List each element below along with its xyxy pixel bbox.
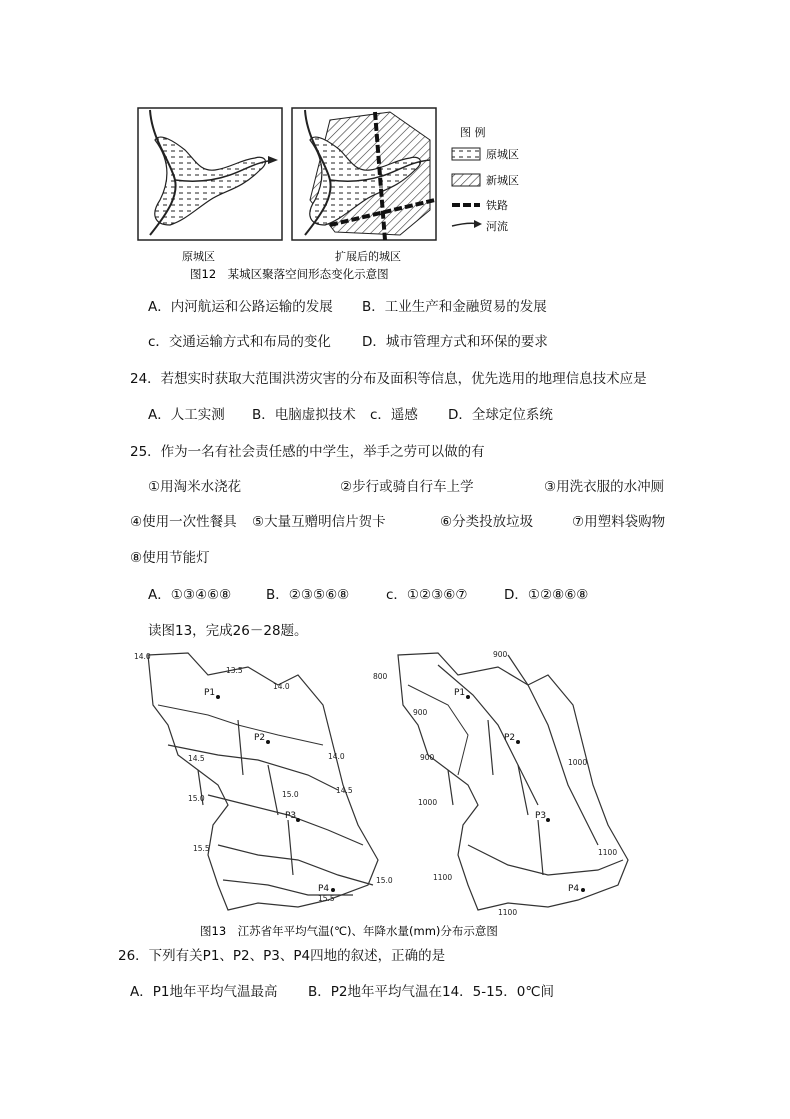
original-city-map — [138, 108, 282, 240]
temp-labels — [134, 652, 393, 903]
svg-text:P4: P4 — [318, 884, 330, 894]
svg-text:900: 900 — [493, 650, 508, 659]
svg-text:15.0: 15.0 — [282, 790, 299, 799]
svg-text:P4: P4 — [568, 884, 580, 894]
svg-text:800: 800 — [373, 672, 388, 681]
svg-text:1100: 1100 — [598, 848, 618, 857]
legend-original: 原城区 — [486, 148, 519, 161]
q23-option-a: A．内河航运和公路运输的发展 — [148, 299, 333, 315]
legend-title: 图 例 — [460, 126, 486, 139]
svg-text:14.0: 14.0 — [328, 752, 345, 761]
svg-text:14.5: 14.5 — [188, 754, 205, 763]
q25-item-4: ④使用一次性餐具 — [130, 514, 237, 530]
svg-text:1000: 1000 — [568, 758, 588, 767]
legend-railway: 铁路 — [486, 199, 508, 212]
q25-stem: 25．作为一名有社会责任感的中学生，举手之劳可以做的有 — [130, 444, 485, 460]
svg-text:P2: P2 — [254, 733, 266, 743]
q23-option-b: B．工业生产和金融贸易的发展 — [362, 299, 547, 315]
svg-text:1100: 1100 — [433, 873, 453, 882]
temp-points — [204, 688, 335, 894]
svg-text:P2: P2 — [504, 733, 516, 743]
svg-text:P3: P3 — [285, 811, 297, 821]
q25-item-8: ⑧使用节能灯 — [130, 550, 210, 566]
svg-text:1000: 1000 — [418, 798, 438, 807]
svg-text:900: 900 — [413, 708, 428, 717]
q25-option-b: B．②③⑤⑥⑧ — [266, 587, 350, 603]
fig12-caption: 图12 某城区聚落空间形态变化示意图 — [190, 267, 389, 281]
q25-item-1: ①用淘米水浇花 — [148, 479, 242, 495]
q25-option-c: c．①②③⑥⑦ — [386, 587, 468, 603]
q26-option-b: B．P2地年平均气温在14．5-15．0℃间 — [308, 984, 555, 1000]
q24-option-a: A．人工实测 — [148, 407, 225, 423]
left-map-label: 原城区 — [182, 250, 215, 263]
q26-stem: 26．下列有关P1、P2、P3、P4四地的叙述，正确的是 — [118, 948, 446, 964]
svg-text:13.5: 13.5 — [226, 666, 243, 675]
fig13-caption: 图13 江苏省年平均气温(℃)、年降水量(mm)分布示意图 — [200, 924, 498, 938]
svg-text:15.0: 15.0 — [376, 876, 393, 885]
q25-item-3: ③用洗衣服的水冲厕 — [544, 479, 665, 495]
q24-option-b: B．电脑虚拟技术 — [252, 407, 356, 423]
q23-option-d: D．城市管理方式和环保的要求 — [362, 334, 548, 350]
svg-text:P1: P1 — [454, 688, 466, 698]
q25-item-2: ②步行或骑自行车上学 — [340, 479, 474, 495]
precip-labels — [373, 650, 617, 917]
svg-text:14.0: 14.0 — [134, 652, 151, 661]
q25-item-6: ⑥分类投放垃圾 — [440, 514, 534, 530]
expanded-city-map — [292, 108, 436, 240]
q25-option-d: D．①②⑧⑥⑧ — [504, 587, 589, 603]
svg-text:1100: 1100 — [498, 908, 518, 917]
q25-option-a: A．①③④⑥⑧ — [148, 587, 232, 603]
legend — [452, 125, 519, 233]
svg-text:14.5: 14.5 — [336, 786, 353, 795]
svg-text:P1: P1 — [204, 688, 216, 698]
legend-river: 河流 — [486, 220, 508, 233]
q24-stem: 24．若想实时获取大范围洪涝灾害的分布及面积等信息，优先选用的地理信息技术应是 — [130, 371, 647, 387]
q25-item-7: ⑦用塑料袋购物 — [572, 514, 666, 530]
figure-13 — [128, 645, 648, 945]
svg-text:14.0: 14.0 — [273, 682, 290, 691]
precipitation-map — [398, 653, 628, 910]
figure-12 — [130, 100, 550, 285]
temperature-map — [148, 653, 378, 910]
q23-option-c: c．交通运输方式和布局的变化 — [148, 334, 331, 350]
svg-text:15.5: 15.5 — [318, 894, 335, 903]
precip-points — [454, 688, 588, 894]
read-fig13-instruction: 读图13，完成26－28题。 — [148, 623, 308, 639]
legend-new: 新城区 — [486, 174, 519, 187]
q26-option-a: A．P1地年平均气温最高 — [130, 984, 278, 1000]
q24-option-c: c．遥感 — [370, 407, 418, 423]
q24-option-d: D．全球定位系统 — [448, 407, 553, 423]
svg-text:P3: P3 — [535, 811, 547, 821]
right-map-label: 扩展后的城区 — [335, 250, 401, 263]
svg-text:900: 900 — [420, 753, 435, 762]
svg-text:15.5: 15.5 — [193, 844, 210, 853]
svg-text:15.0: 15.0 — [188, 794, 205, 803]
q25-item-5: ⑤大量互赠明信片贺卡 — [252, 514, 386, 530]
